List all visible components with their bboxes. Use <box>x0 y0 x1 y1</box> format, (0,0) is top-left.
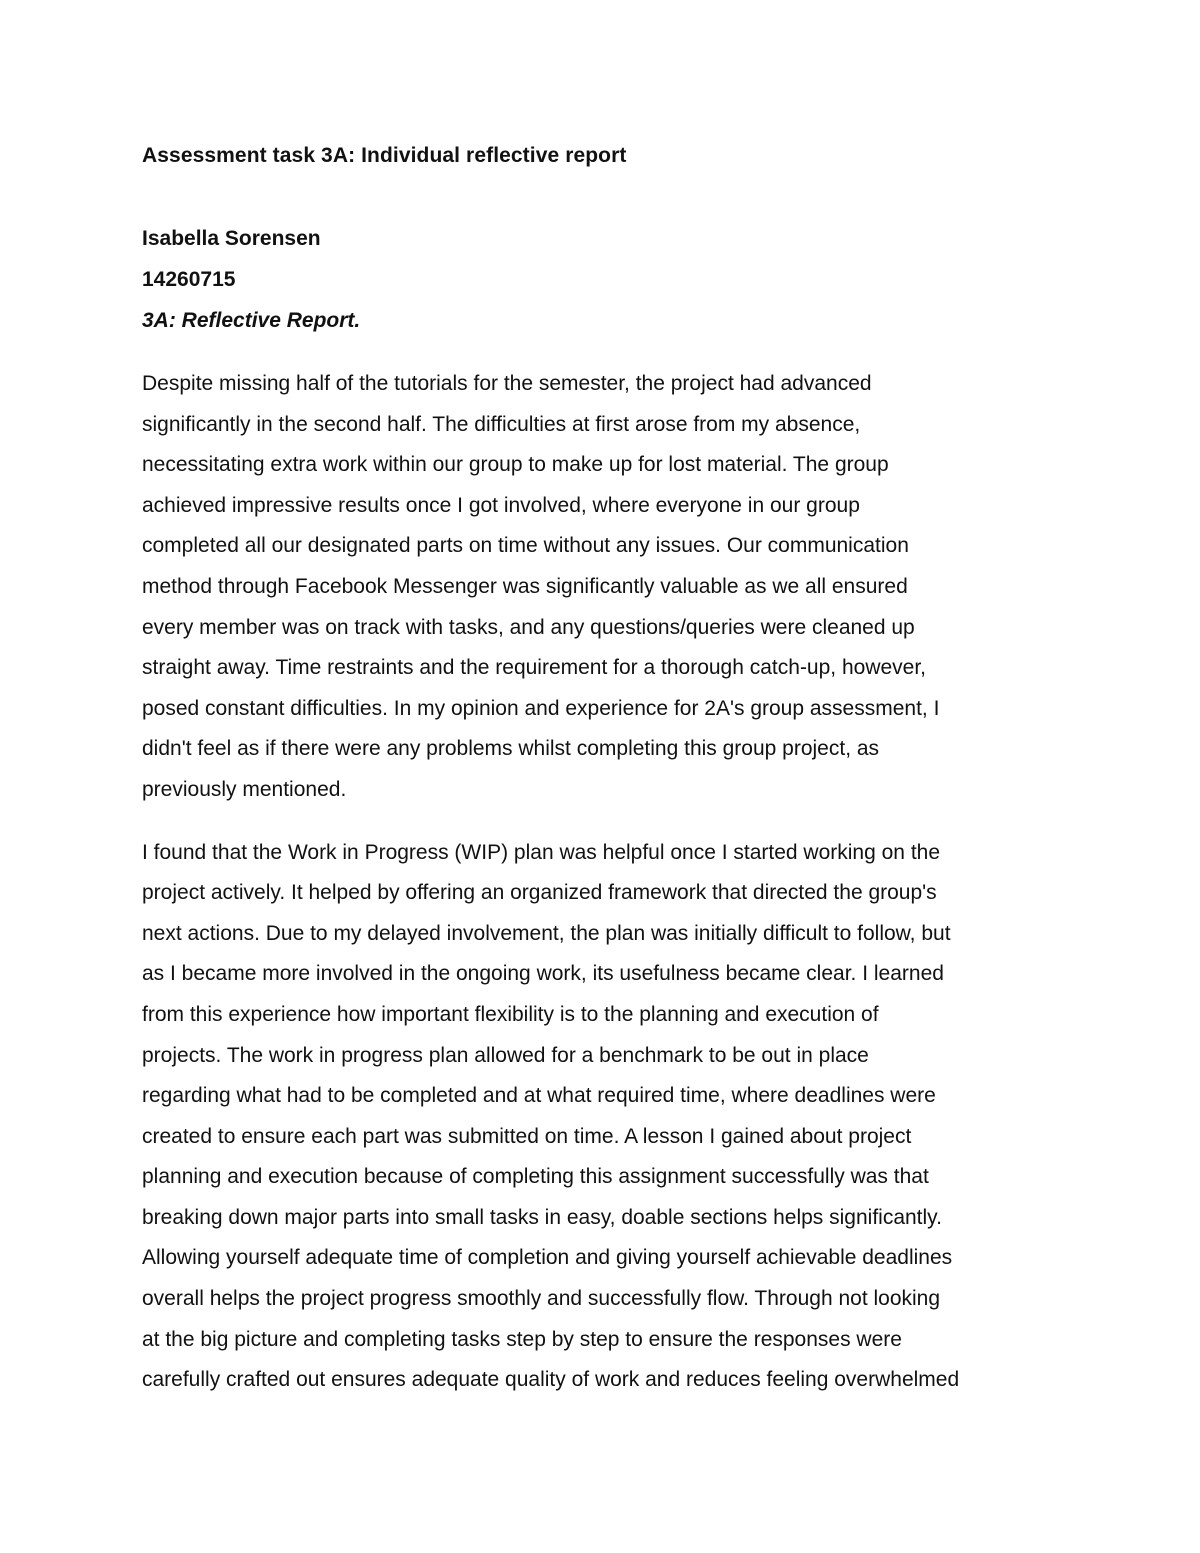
paragraph-line: method through Facebook Messenger was significantly valuable as we all ensured <box>142 574 908 598</box>
paragraph-line: I found that the Work in Progress (WIP) plan was helpful once I started working on the <box>142 840 941 864</box>
paragraph-line: next actions. Due to my delayed involvement, the plan was initially difficult to follow, but <box>142 921 951 945</box>
paragraph-line: projects. The work in progress plan allowed for a benchmark to be out in place <box>142 1043 869 1067</box>
paragraph-line: project actively. It helped by offering an organized framework that directed the group's <box>142 881 937 905</box>
paragraph-line: straight away. Time restraints and the requirement for a thorough catch-up, however, <box>142 656 927 680</box>
paragraph-line: didn't feel as if there were any problems whilst completing this group project, as <box>142 737 880 761</box>
author-block <box>142 218 1062 341</box>
paragraph-line: necessitating extra work within our group to make up for lost material. The group <box>142 453 889 477</box>
document-title: Assessment task 3A: Individual reflective report <box>142 144 627 167</box>
paragraph-line: from this experience how important flexibility is to the planning and execution of <box>142 1002 879 1026</box>
paragraph-line: overall helps the project progress smoothly and successfully flow. Through not looking <box>142 1287 941 1311</box>
document-page <box>142 138 1062 1401</box>
paragraph-line: previously mentioned. <box>142 777 347 801</box>
document-subtitle: 3A: Reflective Report. <box>142 309 361 332</box>
paragraph-line: posed constant difficulties. In my opinion and experience for 2A's group assessment, I <box>142 696 940 720</box>
paragraph-line: at the big picture and completing tasks step by step to ensure the responses were <box>142 1327 902 1351</box>
paragraph-line: created to ensure each part was submitted on time. A lesson I gained about project <box>142 1124 912 1148</box>
paragraph-line: planning and execution because of completing this assignment successfully was that <box>142 1165 929 1189</box>
author-name: Isabella Sorensen <box>142 227 321 250</box>
body-paragraph-2 <box>142 833 1062 1401</box>
body-paragraph-1 <box>142 364 1062 811</box>
paragraph-line: significantly in the second half. The difficulties at first arose from my absence, <box>142 412 861 436</box>
paragraph-line: breaking down major parts into small tasks in easy, doable sections helps significantly. <box>142 1205 942 1229</box>
paragraph-line: Despite missing half of the tutorials for the semester, the project had advanced <box>142 372 872 395</box>
paragraph-line: as I became more involved in the ongoing work, its usefulness became clear. I learned <box>142 962 944 986</box>
paragraph-line: achieved impressive results once I got involved, where everyone in our group <box>142 493 860 517</box>
paragraph-line: Allowing yourself adequate time of completion and giving yourself achievable deadlines <box>142 1246 953 1270</box>
paragraph-line: regarding what had to be completed and at what required time, where deadlines were <box>142 1084 936 1108</box>
paragraph-line: completed all our designated parts on time without any issues. Our communication <box>142 534 909 558</box>
paragraph-line: carefully crafted out ensures adequate quality of work and reduces feeling overwhelmed <box>142 1368 960 1392</box>
paragraph-line: every member was on track with tasks, and any questions/queries were cleaned up <box>142 615 915 639</box>
student-id: 14260715 <box>142 268 236 291</box>
